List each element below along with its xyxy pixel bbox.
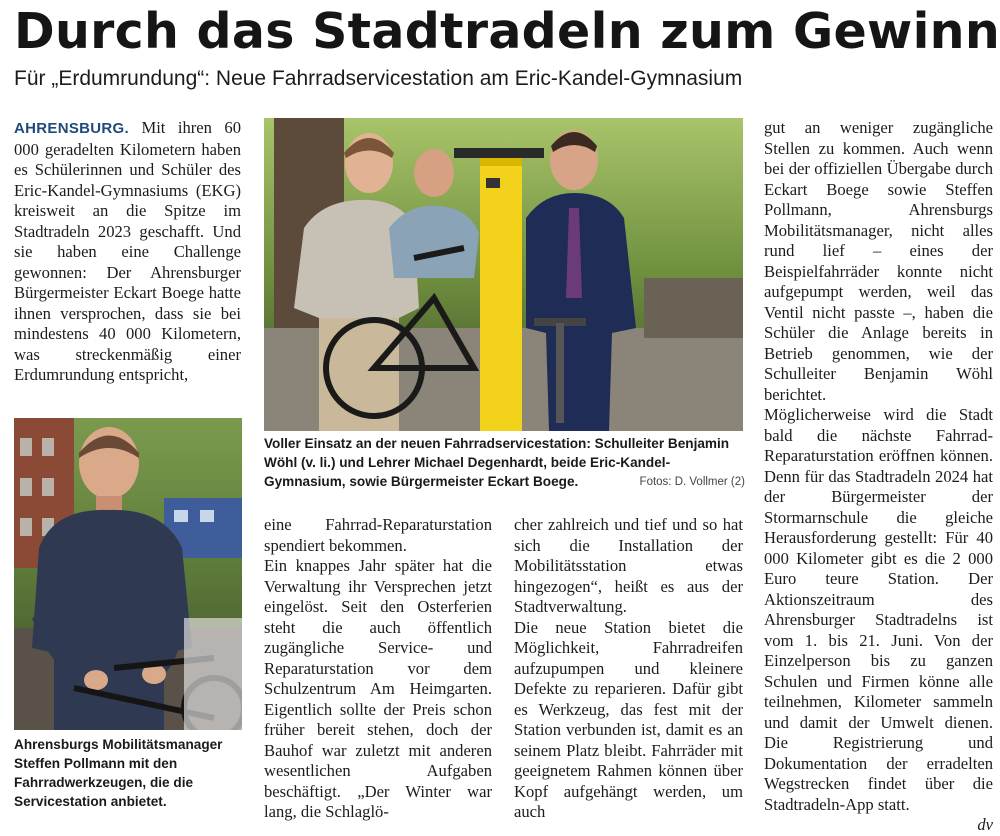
article-column-4: [764, 118, 993, 836]
photo-credit: Fotos: D. Vollmer (2): [639, 476, 745, 488]
column3-paragraph1: cher zahlreich und tief und so hat sich die Installation der Mobilitätsstation etwas hingezogen“, heißt es aus der Stadtverwaltung.: [514, 515, 743, 616]
dateline: AHRENSBURG.: [14, 120, 129, 137]
photo-main-caption-text: Voller Einsatz an der neuen Fahrradservicestation: Schulleiter Benjamin Wöhl (v. li.) und Lehrer Michael Degenhardt, beide Eric-Kandel-Gymnasium, sowie Bürgermeister Eckart Boege.: [264, 436, 730, 489]
column2-paragraph2: Ein knappes Jahr später hat die Verwaltung ihr Versprechen jetzt eingelöst. Seit den Osterferien steht die auch öffentlich zugängliche Service- und Reparaturstation vor dem Schulzentrum Am Heimgarten. Eigentlich sollte der Preis schon früher bereit stehen, doch der Bauhof war zuletzt mit anderen wesentlichen Aufgaben beschäftigt. „Der Winter war lang, die Schlaglö-: [264, 556, 492, 821]
column3-paragraph2: Die neue Station bietet die Möglichkeit, Fahrradreifen aufzupumpen und kleinere Defekte zu reparieren. Dafür gibt es Werkzeug, das fest mit der Station verbunden ist, damit es an seinem Platz bleibt. Fahrräder mit geeignetem Rahmen können über Kopf aufgehängt werden, um auch: [514, 617, 743, 821]
headline: Durch das Stadtradeln zum Gewinn: [14, 3, 1000, 60]
article-column-2: [264, 515, 492, 823]
article-column-1: [14, 118, 241, 386]
photo-main-station: [264, 118, 743, 431]
column4-paragraph1: gut an weniger zugängliche Stellen zu kommen. Auch wenn bei der offiziellen Übergabe durch Eckart Boege sowie Steffen Pollmann, Ahrensburgs Mobilitätsmanager, nicht alles rund lief – eines der Beispielfahrräder konnte nicht aufgepumpt werden, weil das Ventil nicht passte –, haben die Schüler die Anlage bereits in Betrieb genommen, wie der Schulleiter Benjamin Wöhl berichtet.: [764, 118, 993, 404]
photo-small-pollmann: [14, 418, 242, 730]
column4-paragraph2: Möglicherweise wird die Stadt bald die nächste Fahrrad-Reparaturstation eröffnen können. Denn für das Stadtradeln 2024 hat der Bürgermeister der Stormarnschule die gleiche Herausforderung gestellt: Für 40 000 Kilometer gibt es die 2 000 Euro teure Station. Der Aktionszeitraum des Ahrensburger Stadtradelns ist vom 1. bis 21. Juni. Von der Einzelperson bis zu ganzen Schulen und Firmen könne alle teilnehmen, Kilometer sammeln und damit der Umwelt dienen. Die Registrierung und Dokumentation der erradelten Wegstrecken findet über die Stadtradeln-App statt.: [764, 405, 993, 814]
column2-paragraph1: eine Fahrrad-Reparaturstation spendiert bekommen.: [264, 515, 492, 555]
photo-small-caption: Ahrensburgs Mobilitätsmanager Steffen Pollmann mit den Fahrradwerkzeugen, die die Servicestation anbietet.: [14, 737, 223, 809]
column1-paragraph1: Mit ihren 60 000 geradelten Kilometern haben es Schülerinnen und Schüler des Eric-Kandel-Gymnasiums (EKG) kreisweit an die Spitze im Stadtradeln 2023 geschafft. Und sie haben eine Challenge gewonnen: Der Ahrensburger Bürgermeister Eckart Boege hatte ihnen versprochen, dass sie bei mindestens 40 000 Kilometern, was streckenmäßig einer Erdumrundung entspricht,: [14, 118, 241, 384]
author-initials: dv: [977, 815, 993, 834]
photo-main-image: [264, 118, 743, 431]
photo-small-image: [14, 418, 242, 730]
article-column-3: [514, 515, 743, 823]
subheadline: Für „Erdumrundung“: Neue Fahrradservicestation am Eric-Kandel-Gymnasium: [14, 67, 743, 90]
photo-main-caption: [264, 434, 745, 492]
